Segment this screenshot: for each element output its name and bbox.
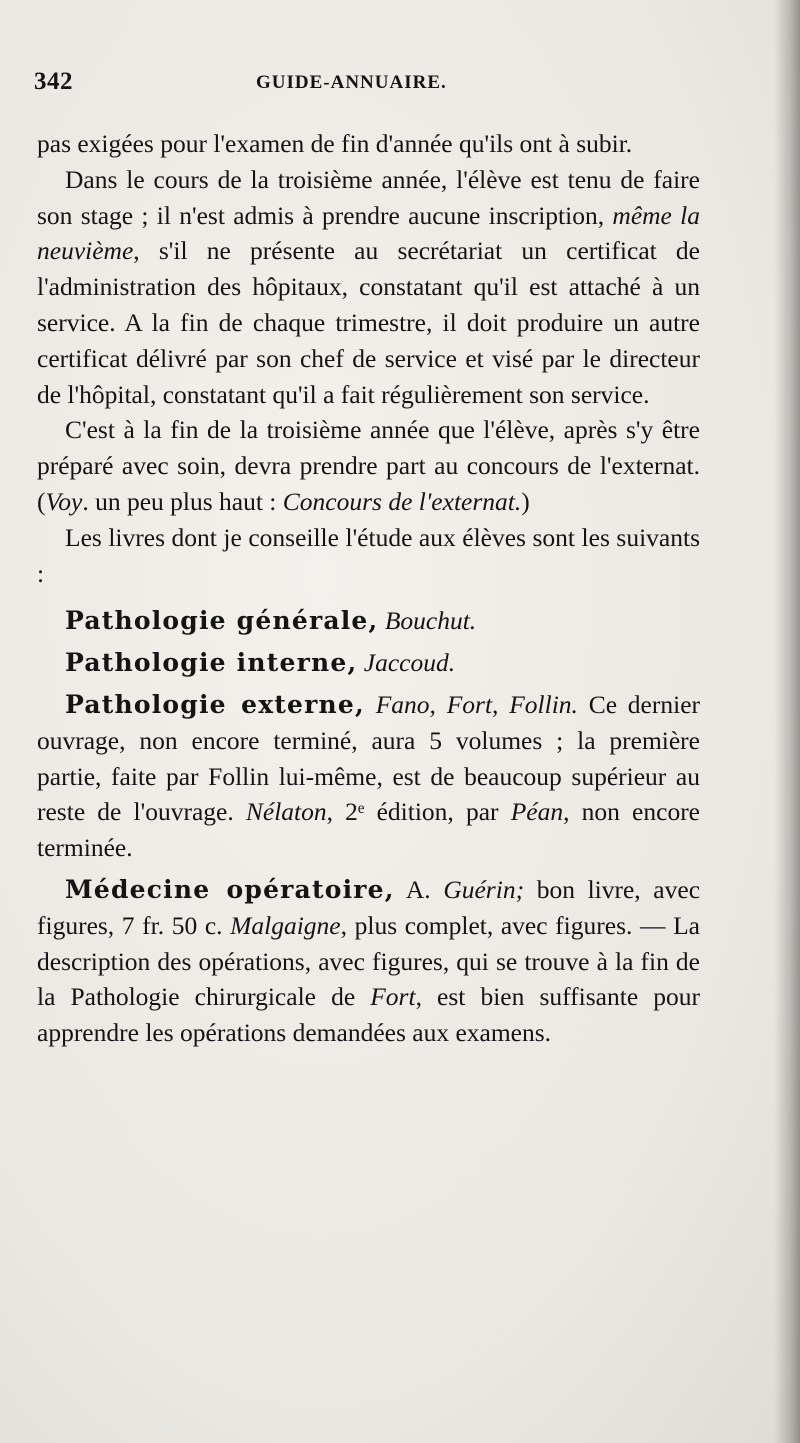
entry-author: Bouchut.	[384, 606, 477, 636]
paragraph-stage: Dans le cours de la troisième année, l'élève est tenu de faire son stage ; il n'est admis à prendre aucune inscription, même la neuvième, s'il ne présente au secrétariat un certificat de l'administration des hôpitaux, constatant qu'il est attaché à un service. A la fin de chaque trimestre, il doit produire un autre certificat délivré par son chef de service et visé par le directeur de l'hôpital, constatant qu'il a fait régulièrement son service.	[37, 164, 700, 409]
emphasis-text: même la neuvième	[37, 200, 700, 266]
cross-reference: Concours de l'externat.	[282, 486, 522, 516]
entry-heading: Pathologie interne,	[65, 648, 358, 678]
book-entry-pathologie-generale	[37, 603, 700, 639]
book-entry-medecine-operatoire: Médecine opératoire, A. Guérin; bon livre, avec figures, 7 fr. 50 c. Malgaigne, plus complet, avec figures. — La description des opérations, avec figures, qui se trouve à la fin de la Pathologie chirurgicale de Fort, est bien suffisante pour apprendre les opérations demandées aux examens.	[37, 874, 701, 1048]
book-entry-pathologie-externe: Pathologie externe, Fano, Fort, Follin. Ce dernier ouvrage, non encore terminé, aura 5 volumes ; la première partie, faite par Follin lui-même, est de beaucoup supérieur au reste de l'ouvrage. Nélaton, 2ᵉ édition, par Péan, non encore terminée.	[37, 689, 701, 863]
entry-heading: Médecine opératoire,	[65, 874, 395, 904]
paragraph-externat: C'est à la fin de la troisième année que l'élève, après s'y être préparé avec soin, devra prendre part au concours de l'externat. (Voy. un peu plus haut : Concours de l'externat.)	[37, 415, 700, 516]
page-header	[34, 68, 694, 108]
entry-heading: Pathologie externe,	[65, 689, 365, 719]
page-gutter-shadow	[774, 0, 800, 1443]
entry-author: Jaccoud.	[363, 648, 456, 678]
body-text	[37, 126, 700, 1051]
paragraph-continuation: pas exigées pour l'examen de fin d'année qu'ils ont à subir.	[37, 129, 633, 158]
entry-author: Fano, Fort, Follin.	[375, 689, 578, 719]
book-entry-pathologie-interne	[37, 645, 700, 681]
running-title: GUIDE-ANNUAIRE.	[256, 72, 447, 93]
paragraph-books-intro: Les livres dont je conseille l'étude aux élèves sont les suivants :	[37, 522, 700, 588]
page-number: 342	[34, 68, 73, 95]
entry-heading: Pathologie générale,	[65, 606, 379, 636]
